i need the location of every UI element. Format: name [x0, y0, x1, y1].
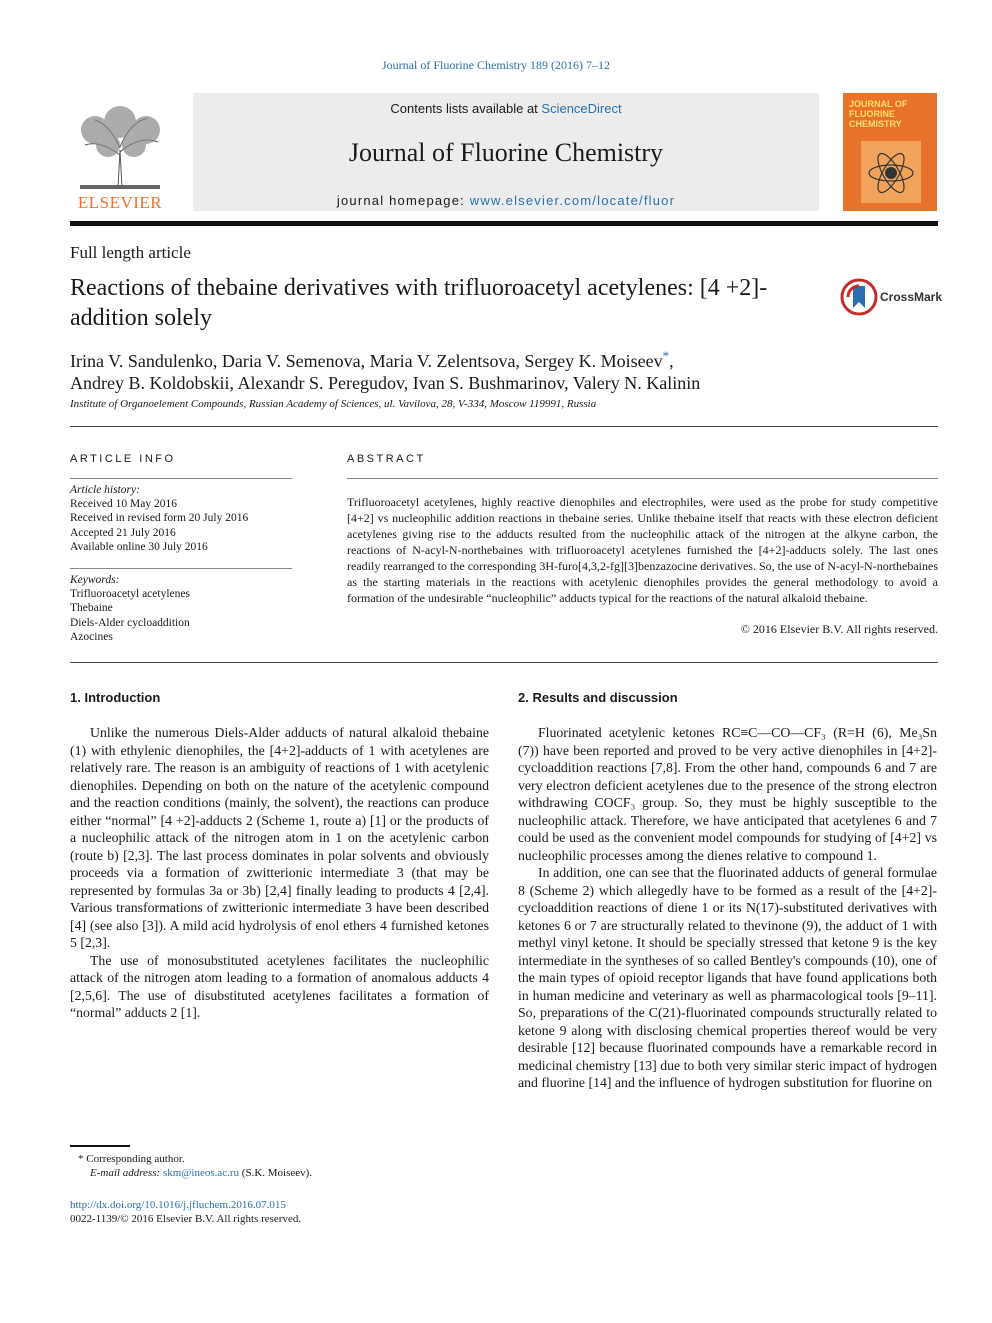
paragraph: Fluorinated acetylenic ketones RC≡C—CO—CF₃ (R=H (6), Me₃Sn (7)) have been reported and proved to be very active dienophiles in [4+2]-cycloaddition reactions [7,8]. From the other hand, compounds 6 and 7 are very electron deficient acetylenes due to the presence of the strong electron withdrawing COCF₃ group. So, they must be highly susceptible to the nucleophilic attack. Therefore, we have anticipated that acetylenes 6 and 7 could be used as the convenient model compounds for studying of [4+2] vs nucleophilic processes among the dienes relative to compound 1. — [518, 725, 937, 863]
corresponding-label: Corresponding author. — [86, 1153, 185, 1165]
paragraph: The use of monosubstituted acetylenes facilitates the nucleophilic attack of the nitrogen atom leading to a formation of anomalous adducts 4 [2,5,6]. The use of disubstituted acetylenes facilitates a formation of “normal” adducts 2 [1]. — [70, 952, 489, 1020]
sciencedirect-link[interactable]: ScienceDirect — [541, 101, 622, 116]
email-link[interactable]: skm@ineos.ac.ru — [162, 1167, 240, 1179]
paragraph: In addition, one can see that the fluorinated adducts of general formulae 8 (Scheme 2) which allegedly have to be formed as a result of the [4+2]-cycloaddition reactions of diene 1 or its N(17)-substituted derivatives with ketones 6 or 7 are structurally related to thevinone (9), the adduct of 1 with methyl vinyl ketone. It should be specially stressed that ketone 9 is the key intermediate in the syntheses of so called Bentley's compounds (10), one of the main types of opioid receptor ligands that have found applications both in human medicine and veterinary as well as pharmacological tools [9–11]. So, preparations of the C(21)-fluorinated compounds structurally related to ketone 9 along with disclosing chemical properties thereof would be very desirable [12] because fluorinated compounds have a remarkable record in medicinal chemistry [13] due to both very similar steric impact of hydrogen and fluorine [14] and the influence of hydrogen substitution for fluorine on — [518, 865, 937, 1090]
keywords-label: Keywords: — [70, 574, 120, 586]
email-name: (S.K. Moiseev). — [239, 1167, 313, 1179]
section-1-body — [70, 724, 489, 1022]
section-2-heading: 2. Results and discussion — [518, 690, 678, 705]
history-item: Available online 30 July 2016 — [70, 540, 208, 553]
doi-link[interactable]: http://dx.doi.org/10.1016/j.jfluchem.2016.07.015 — [70, 1199, 286, 1211]
footnote-star: * — [78, 1153, 84, 1165]
contents-line — [193, 101, 819, 116]
journal-homepage — [193, 193, 819, 208]
doi-block — [70, 1198, 470, 1226]
history-item: Accepted 21 July 2016 — [70, 526, 176, 539]
keyword-item: Azocines — [70, 630, 113, 643]
email-note — [70, 1166, 470, 1180]
cover-title: JOURNAL OF FLUORINE CHEMISTRY — [849, 99, 908, 129]
homepage-prefix: journal homepage: — [336, 193, 470, 208]
abstract-copyright: © 2016 Elsevier B.V. All rights reserved. — [740, 622, 938, 636]
paragraph: Unlike the numerous Diels-Alder adducts of natural alkaloid thebaine (1) with ethylenic dienophiles, the [4+2]-adducts of 1 with acetylenes are relatively rare. The reason is an ambiguity of reactions of 1 with acetylenic dienophiles. Depending on both on the nature of the acetylenic compound and the reaction conditions (mainly, the solvent), the reactions can produce either “normal” [4 +2]-adducts 2 (Scheme 1, route a) [1] or the products of a nucleophilic attack of the nitrogen atom in 1 on the acetylenic carbon (route b) [2,3]. The last process dominates in polar solvents and obviously proceeds via a formation of zwitterionic intermediate 3 (that may be represented by formulas 3a or 3b) [2,4] finally leading to products 4 [2,4]. Various transformations of zwitterionic intermediate 3 have been described [4] (see also [3]). A mild acid hydrolysis of enol ethers 4 furnished ketones 5 [2,3]. — [70, 725, 489, 950]
crossmark-label: CrossMark — [880, 290, 943, 304]
keywords — [70, 573, 292, 644]
contents-prefix: Contents lists available at — [390, 101, 542, 116]
article-history — [70, 483, 292, 554]
authors-line-1-comma: , — [669, 351, 674, 371]
keyword-item: Diels-Alder cycloaddition — [70, 616, 190, 629]
corresponding-author-mark[interactable]: * — [662, 348, 670, 363]
email-label: E-mail address: — [90, 1167, 163, 1179]
footnote — [70, 1152, 470, 1180]
journal-reference[interactable]: Journal of Fluorine Chemistry 189 (2016) 7–12 — [382, 58, 610, 72]
article-info-heading: ARTICLE INFO — [70, 453, 176, 465]
article-type: Full length article — [70, 243, 191, 262]
authors-line-1 — [70, 345, 870, 372]
history-item: Received in revised form 20 July 2016 — [70, 512, 249, 525]
article-title: Reactions of thebaine derivatives with trifluoroacetyl acetylenes: [4 +2]-addition solely — [70, 275, 768, 331]
authors-line-2: Andrey B. Koldobskii, Alexandr S. Peregudov, Ivan S. Bushmarinov, Valery N. Kalinin — [70, 373, 701, 393]
author-list — [70, 345, 870, 394]
abstract-divider — [347, 478, 938, 479]
abstract-heading: ABSTRACT — [347, 453, 426, 465]
abstract-text: Trifluoroacetyl acetylenes, highly reactive dienophiles and electrophiles, were used as the probe for study competitive [4+2] vs nucleophilic addition reactions in thebaine series. Unlike thebaine itself that reacts with these electron deficient acetylenes giving rise to the adducts resulted from the nucleophilic attack of the nitrogen at the alkyne carbon, the reactions of N-acyl-N-northebaines with trifluoroacetyl acetylenes furnished the [4+2]-adducts solely. The last ones readily rearranged to the corresponding 3H-furo[4,3,2-fg][3]benzazocine derivatives. So, the use of N-acyl-N-northebaines as the starting materials in the reactions with acetylenic dienophiles provides the general methodology to avoid a formation of the undesirable “nucleophilic” adducts typical for the reactions of the natural alkaloid thebaine. — [347, 495, 938, 605]
abstract-bottom-divider — [70, 662, 938, 663]
issn-line: 0022-1139/© 2016 Elsevier B.V. All rights reserved. — [70, 1213, 302, 1225]
elsevier-logo — [70, 100, 170, 215]
crossmark-icon — [840, 278, 878, 316]
affiliation: Institute of Organoelement Compounds, Russian Academy of Sciences, ul. Vavilova, 28, V-334, Moscow 119991, Russia — [70, 398, 597, 410]
authors-line-1-text: Irina V. Sandulenko, Daria V. Semenova, Maria V. Zelentsova, Sergey K. Moiseev — [70, 351, 663, 371]
journal-title: Journal of Fluorine Chemistry — [348, 138, 664, 167]
section-1-heading: 1. Introduction — [70, 690, 161, 705]
homepage-link[interactable]: www.elsevier.com/locate/fluor — [469, 193, 676, 208]
footnote-divider — [70, 1145, 130, 1147]
keywords-divider — [70, 568, 292, 569]
keyword-item: Thebaine — [70, 602, 113, 615]
section-2-body — [518, 724, 937, 1092]
elsevier-wordmark: ELSEVIER — [77, 193, 163, 212]
corresponding-note — [70, 1152, 470, 1166]
history-label: Article history: — [70, 484, 140, 496]
history-item: Received 10 May 2016 — [70, 498, 177, 511]
keyword-item: Trifluoroacetyl acetylenes — [70, 588, 190, 601]
affiliation-divider — [70, 426, 938, 427]
article-info-divider — [70, 478, 292, 479]
header-divider — [70, 221, 938, 226]
